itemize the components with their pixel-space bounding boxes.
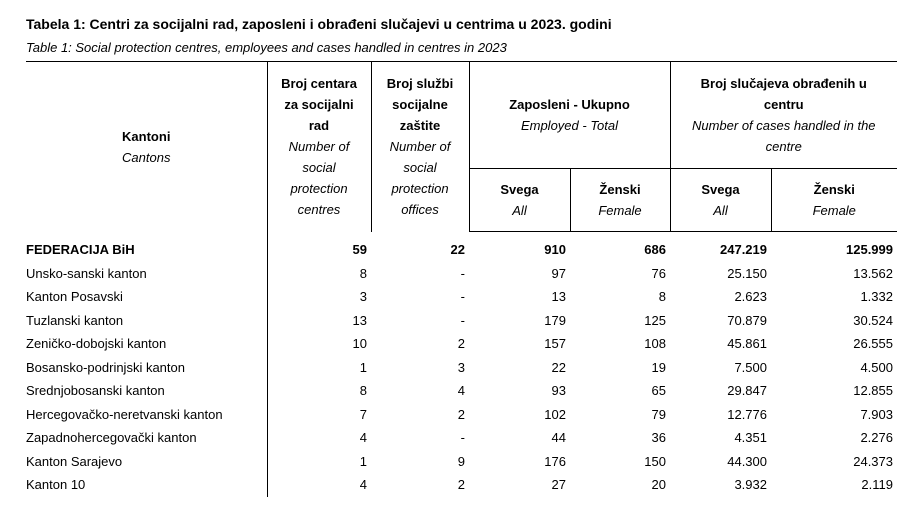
- table-row: [26, 262, 897, 286]
- data-table: [26, 61, 897, 497]
- employed-all-value: 13: [551, 289, 566, 305]
- centres-value: 1: [267, 356, 371, 380]
- header-cases-female: Ženski Female: [771, 169, 897, 232]
- canton-name: Hercegovačko-neretvanski kanton: [26, 406, 223, 422]
- offices-value: 2: [457, 336, 465, 352]
- offices-value: 22: [450, 242, 465, 258]
- header-centres: Broj centara za socijalni rad Number of social protection centres: [267, 62, 371, 232]
- employed-female-value: 76: [651, 265, 666, 281]
- header-employed: Zaposleni - Ukupno Employed - Total: [469, 62, 670, 169]
- centres-value: 59: [267, 238, 371, 262]
- table-row: [26, 473, 897, 497]
- cases-all-value: 7.500: [734, 359, 767, 375]
- offices-value: 3: [457, 359, 465, 375]
- employed-female-value: 108: [644, 336, 666, 352]
- employed-female-value: 20: [651, 477, 666, 493]
- centres-value: 4: [267, 426, 371, 450]
- header-cases-all: Svega All: [670, 169, 771, 232]
- table-row: [26, 426, 897, 450]
- cases-female-value: 4.500: [860, 359, 893, 375]
- table-row-total: [26, 238, 897, 262]
- employed-female-value: 65: [651, 383, 666, 399]
- centres-value: 8: [267, 379, 371, 403]
- table-row: [26, 356, 897, 380]
- cases-female-value: 26.555: [853, 336, 893, 352]
- canton-name: Srednjobosanski kanton: [26, 383, 165, 399]
- employed-all-value: 22: [551, 359, 566, 375]
- offices-value: -: [460, 312, 465, 328]
- table-header: [26, 62, 897, 232]
- cases-female-value: 2.276: [860, 430, 893, 446]
- employed-female-value: 19: [651, 359, 666, 375]
- canton-name: Kanton 10: [26, 477, 86, 493]
- employed-all-value: 157: [544, 336, 566, 352]
- table-title: Tabela 1: Centri za socijalni rad, zaposleni i obrađeni slučajevi u centrima u 2023. godini: [26, 16, 612, 32]
- employed-female-value: 8: [658, 289, 666, 305]
- cases-all-value: 44.300: [727, 453, 767, 469]
- employed-all-value: 93: [551, 383, 566, 399]
- canton-name: Kanton Posavski: [26, 289, 123, 305]
- centres-value: 10: [267, 332, 371, 356]
- table-row: [26, 285, 897, 309]
- employed-all-value: 27: [551, 477, 566, 493]
- cases-all-value: 70.879: [727, 312, 767, 328]
- employed-female-value: 125: [644, 312, 666, 328]
- centres-value: 7: [267, 403, 371, 427]
- canton-name: Kanton Sarajevo: [26, 453, 123, 469]
- cases-female-value: 24.373: [853, 453, 893, 469]
- header-offices: Broj službi socijalne zaštite Number of social protection offices: [371, 62, 469, 232]
- table-row: [26, 379, 897, 403]
- employed-all-value: 179: [544, 312, 566, 328]
- table-subtitle: Table 1: Social protection centres, employees and cases handled in centres in 2023: [26, 40, 507, 55]
- canton-name: FEDERACIJA BiH: [26, 242, 135, 258]
- canton-name: Bosansko-podrinjski kanton: [26, 359, 185, 375]
- cases-female-value: 12.855: [853, 383, 893, 399]
- table-row: [26, 450, 897, 474]
- employed-all-value: 102: [544, 406, 566, 422]
- centres-value: 13: [267, 309, 371, 333]
- cases-female-value: 2.119: [861, 477, 893, 493]
- header-cantons: Kantoni Cantons: [26, 62, 267, 232]
- canton-name: Unsko-sanski kanton: [26, 265, 147, 281]
- offices-value: 2: [457, 477, 465, 493]
- employed-all-value: 176: [544, 453, 566, 469]
- cases-female-value: 1.332: [860, 289, 893, 305]
- table-row: [26, 309, 897, 333]
- employed-female-value: 36: [651, 430, 666, 446]
- cases-female-value: 13.562: [853, 265, 893, 281]
- table-body: [26, 232, 897, 497]
- cases-all-value: 12.776: [727, 406, 767, 422]
- offices-value: -: [460, 289, 465, 305]
- cases-female-value: 30.524: [853, 312, 893, 328]
- offices-value: 9: [457, 453, 465, 469]
- employed-all-value: 44: [551, 430, 566, 446]
- cases-all-value: 29.847: [727, 383, 767, 399]
- header-emp-female: Ženski Female: [570, 169, 670, 232]
- centres-value: 1: [267, 450, 371, 474]
- cases-all-value: 25.150: [727, 265, 767, 281]
- cases-female-value: 125.999: [846, 242, 893, 258]
- offices-value: -: [460, 430, 465, 446]
- offices-value: 2: [457, 406, 465, 422]
- centres-value: 4: [267, 473, 371, 497]
- canton-name: Zapadnohercegovački kanton: [26, 430, 197, 446]
- employed-female-value: 686: [644, 242, 666, 258]
- canton-name: Tuzlanski kanton: [26, 312, 124, 328]
- centres-value: 8: [267, 262, 371, 286]
- header-cases: Broj slučajeva obrađenih u centru Number of cases handled in the centre: [670, 62, 897, 169]
- employed-all-value: 97: [551, 265, 566, 281]
- cases-all-value: 3.932: [734, 477, 767, 493]
- employed-all-value: 910: [544, 242, 566, 258]
- centres-value: 3: [267, 285, 371, 309]
- table-row: [26, 403, 897, 427]
- employed-female-value: 79: [651, 406, 666, 422]
- offices-value: -: [460, 265, 465, 281]
- cases-female-value: 7.903: [860, 406, 893, 422]
- cases-all-value: 45.861: [727, 336, 767, 352]
- offices-value: 4: [457, 383, 465, 399]
- table-row: [26, 332, 897, 356]
- cases-all-value: 4.351: [734, 430, 767, 446]
- header-emp-all: Svega All: [469, 169, 570, 232]
- employed-female-value: 150: [644, 453, 666, 469]
- canton-name: Zeničko-dobojski kanton: [26, 336, 167, 352]
- cases-all-value: 247.219: [720, 242, 767, 258]
- cases-all-value: 2.623: [734, 289, 767, 305]
